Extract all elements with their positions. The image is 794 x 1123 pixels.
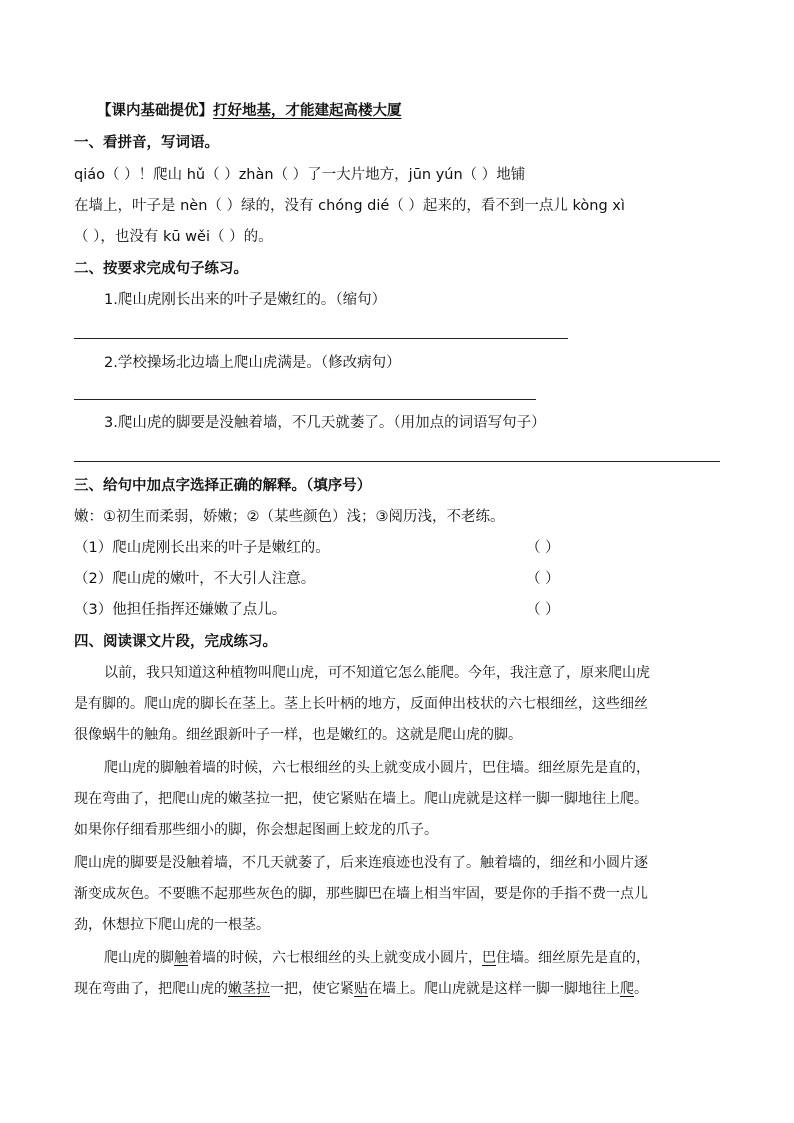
section1-line-2: 在墙上，叶子是 nèn（ ）绿的，没有 chóng dié（ ）起来的，看不到一点儿 kòng xì xyxy=(74,198,625,214)
header xyxy=(97,101,402,121)
passage-p3-line-3: 劲，休想拉下爬山虎的一根茎。 xyxy=(74,917,270,933)
passage-p2-line-1: 爬山虎的脚触着墙的时候，六七根细丝的头上就变成小圆片，巴住墙。细丝原先是直的， xyxy=(104,760,650,776)
item-1-answer-blank[interactable]: （ ） xyxy=(526,540,560,556)
section3-heading: 三、给句中加点字选择正确的解释。（填序号） xyxy=(74,478,372,494)
section1-heading: 一、看拼音，写词语。 xyxy=(74,135,219,151)
item-3-text: （3）他担任指挥还嫌嫩了点儿。 xyxy=(74,602,287,618)
section2-question-3: 3.爬山虎的脚要是没触着墙，不几天就萎了。（用加点的词语写句子） xyxy=(104,415,546,431)
item-2-text: （2）爬山虎的嫩叶，不大引人注意。 xyxy=(74,571,316,587)
section1-line-1: qiáo（ ）！爬山 hǔ（ ）zhàn（ ）了一大片地方，jūn yún（ ）地铺 xyxy=(74,167,526,183)
passage-p1-line-3: 很像蜗牛的触角。细丝跟新叶子一样，也是嫩红的。这就是爬山虎的脚。 xyxy=(74,727,522,743)
underlined-word-chu: 触 xyxy=(174,950,188,966)
header-motto: 打好地基，才能建起高楼大厦 xyxy=(213,103,402,119)
passage-p3-line-2: 渐变成灰色。不要瞧不起那些灰色的脚，那些脚巴在墙上相当牢固，要是你的手指不费一点儿 xyxy=(74,886,648,902)
header-bracket: 【课内基础提优】 xyxy=(97,103,213,119)
answer-line-2[interactable] xyxy=(74,399,536,400)
section1-line-3: （ ），也没有 kū wěi（ ）的。 xyxy=(74,229,273,245)
item-1-text: （1）爬山虎刚长出来的叶子是嫩红的。 xyxy=(74,540,330,556)
passage-p4-line-2: 现在弯曲了，把爬山虎的嫩茎拉一把，使它紧贴在墙上。爬山虎就是这样一脚一脚地往上爬。 xyxy=(74,981,648,997)
passage-p4-line-1: 爬山虎的脚触着墙的时候，六七根细丝的头上就变成小圆片，巴住墙。细丝原先是直的， xyxy=(104,950,650,966)
answer-line-3[interactable] xyxy=(74,461,720,462)
passage-p2-line-2: 现在弯曲了，把爬山虎的嫩茎拉一把，使它紧贴在墙上。爬山虎就是这样一脚一脚地往上爬。 xyxy=(74,791,648,807)
section4-heading: 四、阅读课文片段，完成练习。 xyxy=(74,634,277,650)
passage-p2-line-3: 如果你仔细看那些细小的脚，你会想起图画上蛟龙的爪子。 xyxy=(74,822,438,838)
underlined-word-nenjing: 嫩茎 xyxy=(228,981,256,997)
item-2-answer-blank[interactable]: （ ） xyxy=(526,571,560,587)
passage-p1-line-2: 是有脚的。爬山虎的脚长在茎上。茎上长叶柄的地方，反面伸出枝状的六七根细丝，这些细丝 xyxy=(74,696,648,712)
underlined-word-la: 拉 xyxy=(256,981,270,997)
definition-line: 嫩：①初生而柔弱，娇嫩；②（某些颜色）浅；③阅历浅，不老练。 xyxy=(74,509,505,525)
underlined-word-tie: 贴 xyxy=(354,981,368,997)
item-3-answer-blank[interactable]: （ ） xyxy=(526,602,560,618)
passage-p3-line-1: 爬山虎的脚要是没触着墙，不几天就萎了，后来连痕迹也没有了。触着墙的，细丝和小圆片逐 xyxy=(74,855,648,871)
section2-question-1: 1.爬山虎刚长出来的叶子是嫩红的。（缩句） xyxy=(104,292,387,308)
section2-question-2: 2.学校操场北边墙上爬山虎满是。（修改病句） xyxy=(104,355,401,371)
underlined-word-ba: 巴 xyxy=(482,950,496,966)
passage-p1-line-1: 以前，我只知道这种植物叫爬山虎，可不知道它怎么能爬。今年，我注意了，原来爬山虎 xyxy=(104,665,650,681)
section2-heading: 二、按要求完成句子练习。 xyxy=(74,261,248,277)
answer-line-1[interactable] xyxy=(74,338,568,339)
underlined-word-pa: 爬 xyxy=(620,981,634,997)
